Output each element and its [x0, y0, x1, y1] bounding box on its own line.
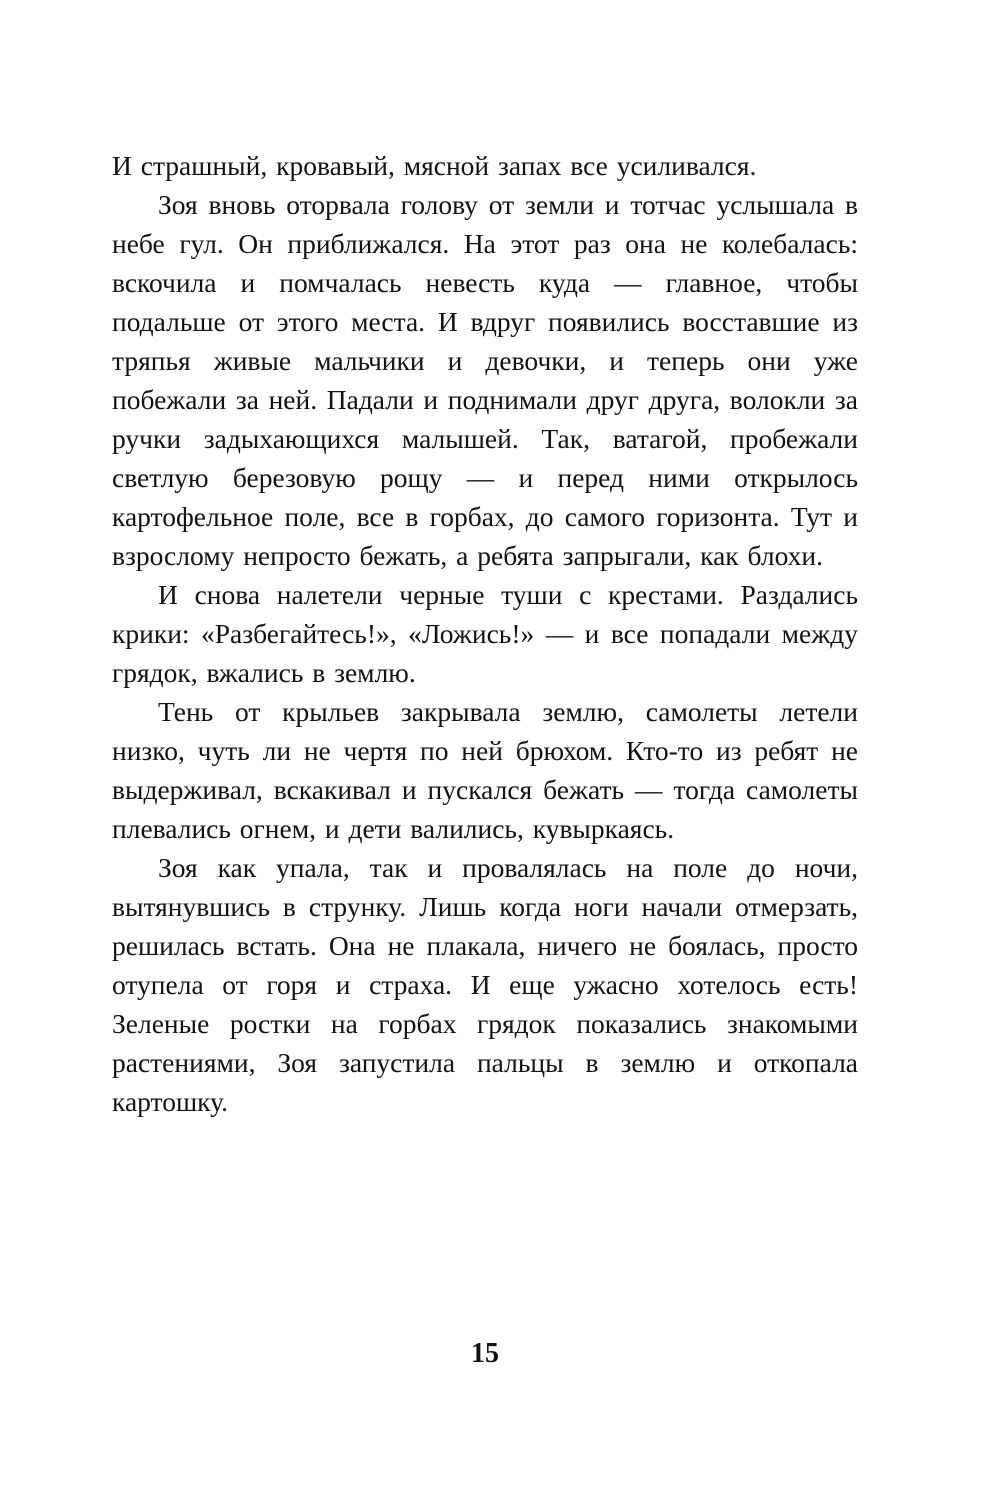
page-number: 15	[471, 1338, 499, 1369]
paragraph: Зоя вновь оторвала голову от земли и тотчас услышала в небе гул. Он приближался. На этот раз она не колебалась: вскочила и помчалась невесть куда — главное, чтобы подальше от этого места. И вдруг появились восставшие из тряпья живые мальчики и девочки, и теперь они уже побежали за ней. Падали и поднимали друг друга, волокли за ручки задыхающихся малышей. Так, ватагой, пробежали светлую березовую рощу — и перед ними открылось картофельное поле, все в горбах, до самого горизонта. Тут и взрослому непросто бежать, а ребята запрыгали, как блохи.	[112, 189, 858, 571]
paragraph: И страшный, кровавый, мясной запах все усиливался.	[112, 150, 757, 181]
page-text-block	[112, 146, 858, 1121]
paragraph: Тень от крыльев закрывала землю, самолеты летели низко, чуть ли не чертя по ней брюхом. Кто-то из ребят не выдерживал, вскакивал и пускался бежать — тогда самолеты плевались огнем, и дети валились, кувыркаясь.	[112, 696, 858, 844]
paragraph: Зоя как упала, так и провалялась на поле до ночи, вытянувшись в струнку. Лишь когда ноги начали отмерзать, решилась встать. Она не плакала, ничего не боялась, просто отупела от горя и страха. И еще ужасно хотелось есть! Зеленые ростки на горбах грядок показались знакомыми растениями, Зоя запустила пальцы в землю и откопала картошку.	[112, 852, 858, 1117]
paragraph: И снова налетели черные туши с крестами. Раздались крики: «Разбегайтесь!», «Ложись!» — и все попадали между грядок, вжались в землю.	[112, 579, 858, 688]
